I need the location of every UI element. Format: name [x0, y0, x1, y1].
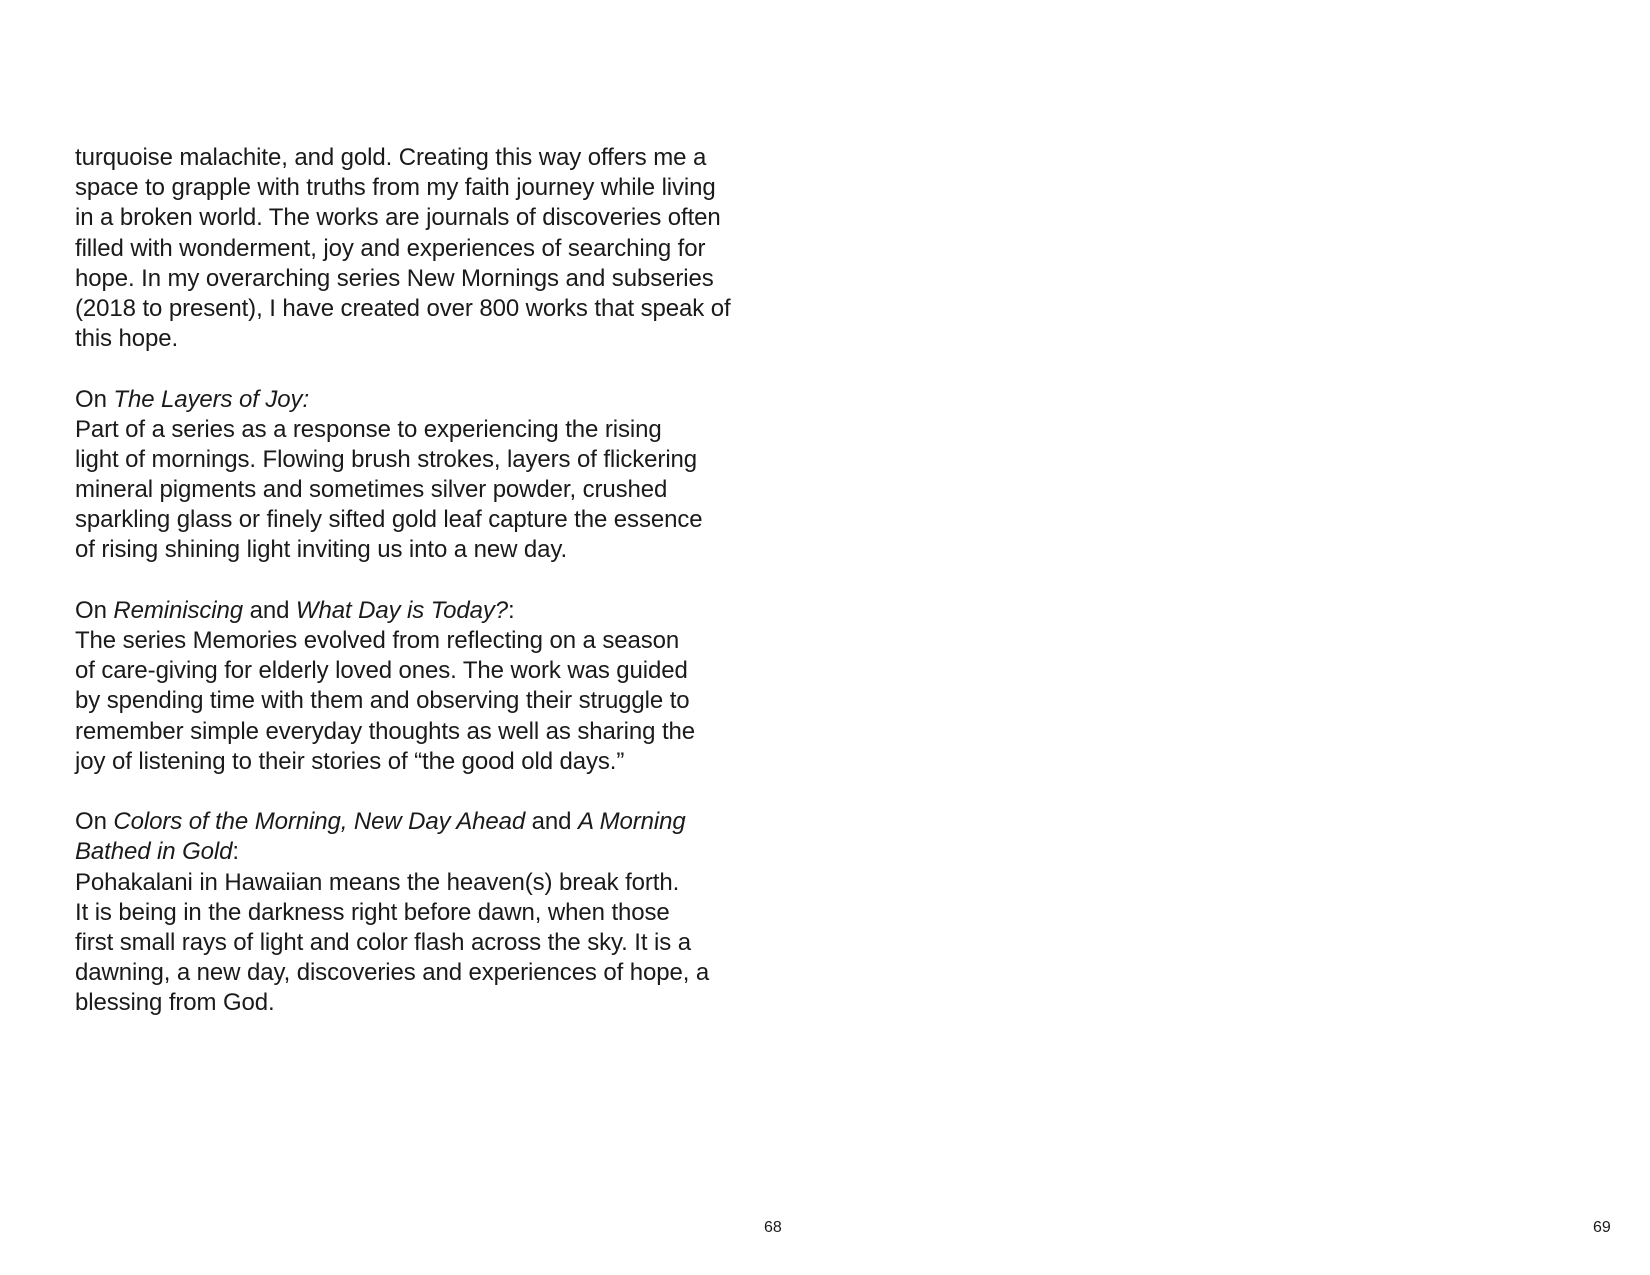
text-line: space to grapple with truths from my faith journey while living [75, 174, 716, 202]
text-line: mineral pigments and sometimes silver powder, crushed [75, 476, 668, 504]
text-line: joy of listening to their stories of “the good old days.” [75, 747, 625, 775]
text-line: Pohakalani in Hawaiian means the heaven(s) break forth. [75, 868, 680, 896]
artwork-title: Bathed in Gold [75, 838, 233, 866]
artwork-title: A Morning [578, 808, 686, 836]
heading-prefix: On [75, 385, 114, 413]
text-line: blessing from God. [75, 989, 275, 1017]
page-number-left: 68 [764, 1219, 782, 1236]
text-line: dawning, a new day, discoveries and experiences of hope, a [75, 959, 710, 987]
text-line: Part of a series as a response to experiencing the rising [75, 415, 662, 443]
intro-paragraph [75, 143, 765, 354]
heading-conjunction: and [525, 808, 578, 836]
text-line: remember simple everyday thoughts as well as sharing the [75, 717, 696, 745]
text-line: turquoise malachite, and gold. Creating this way offers me a [75, 144, 707, 171]
paragraph-spacer [75, 566, 765, 596]
text-line: filled with wonderment, joy and experiences of searching for [75, 234, 706, 262]
section-colors-of-the-morning [75, 807, 765, 1018]
text-line: hope. In my overarching series New Mornings and subseries [75, 264, 714, 292]
artwork-title: Colors of the Morning, New Day Ahead [113, 808, 526, 836]
section-heading [75, 807, 765, 837]
paragraph-spacer [75, 777, 765, 807]
section-heading-continued [75, 837, 765, 867]
text-line: this hope. [75, 325, 179, 353]
text-line: in a broken world. The works are journals of discoveries often [75, 204, 721, 232]
heading-suffix: : [232, 838, 239, 866]
text-line: The series Memories evolved from reflecting on a season [75, 627, 680, 654]
text-line: first small rays of light and color flash across the sky. It is a [75, 928, 691, 956]
text-line: of rising shining light inviting us into a new day. [75, 536, 568, 564]
text-line: (2018 to present), I have created over 800 works that speak of [75, 294, 731, 322]
page-body-text [75, 143, 765, 1018]
text-line: of care-giving for elderly loved ones. The work was guided [75, 657, 688, 685]
artwork-title: The Layers of Joy: [113, 385, 310, 413]
heading-prefix: On [75, 808, 114, 836]
section-heading [75, 596, 765, 626]
paragraph-spacer [75, 354, 765, 384]
artwork-title: What Day is Today? [295, 596, 508, 624]
text-line: It is being in the darkness right before dawn, when those [75, 898, 670, 926]
right-page [825, 0, 1650, 1275]
section-reminiscing [75, 596, 765, 777]
section-heading [75, 385, 765, 415]
heading-conjunction: and [243, 596, 296, 624]
text-line: light of mornings. Flowing brush strokes, layers of flickering [75, 445, 698, 473]
heading-suffix: : [508, 596, 515, 624]
text-line: by spending time with them and observing their struggle to [75, 687, 690, 715]
page-number-right: 69 [1593, 1219, 1611, 1236]
artwork-title: Reminiscing [113, 596, 244, 624]
heading-prefix: On [75, 596, 114, 624]
section-layers-of-joy [75, 385, 765, 566]
text-line: sparkling glass or finely sifted gold leaf capture the essence [75, 506, 703, 534]
